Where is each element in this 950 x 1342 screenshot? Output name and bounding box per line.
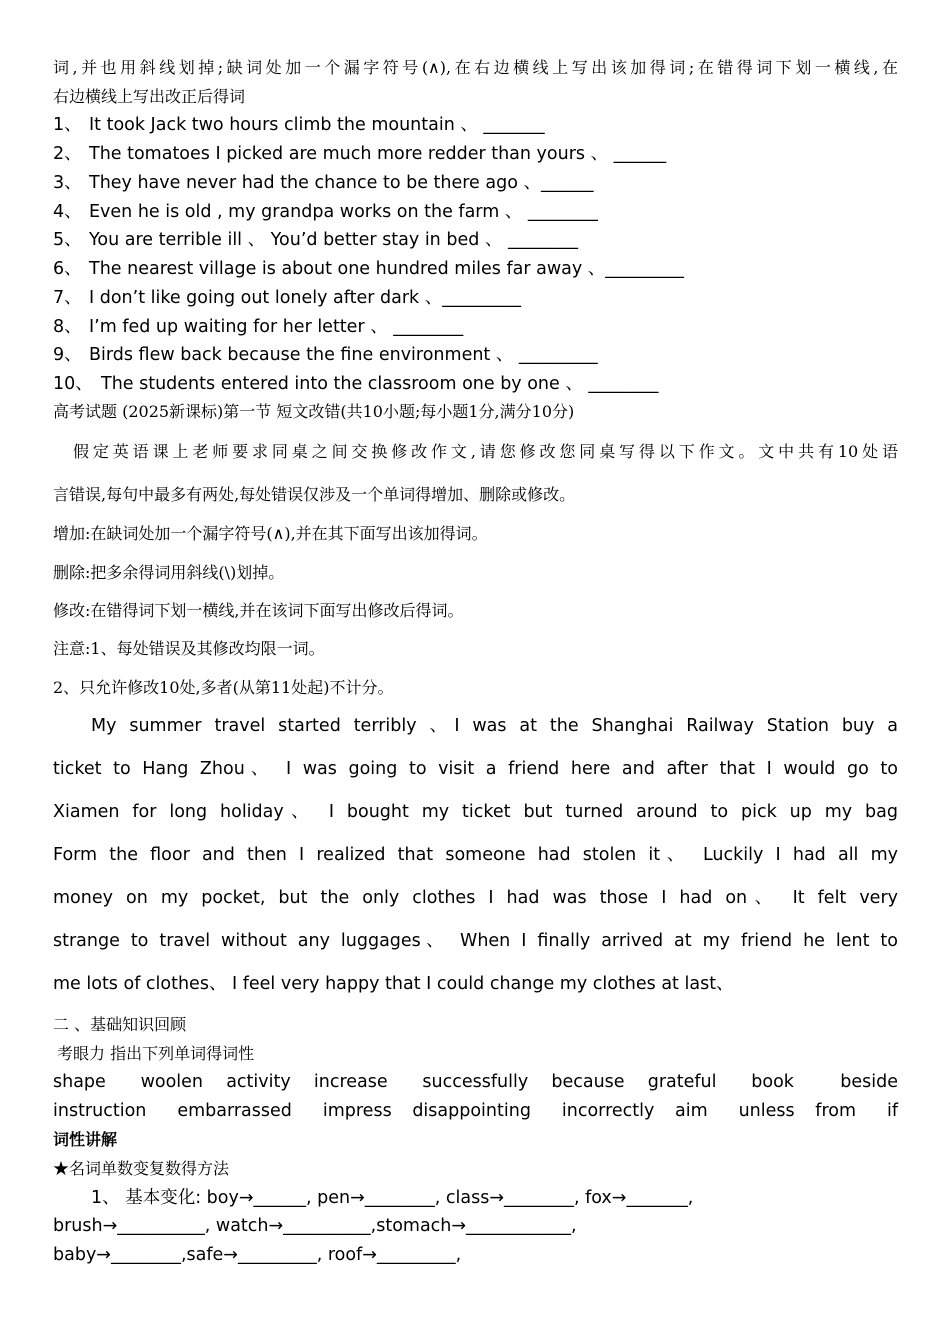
item-number: 8、 (53, 317, 82, 337)
rule-line-1: 1、 基本变化: boy→______, pen→________, class→________, fox→_______, (91, 1188, 694, 1208)
exercise-item (53, 200, 598, 224)
intro-line-2: 右边横线上写出改正后得词 (53, 87, 246, 106)
item-number: 9、 (53, 345, 82, 365)
item-number: 3、 (53, 173, 82, 193)
item-text: Birds flew back because the fine environment 、 _________ (89, 345, 598, 365)
section-task: 考眼力 指出下列单词得词性 (57, 1044, 255, 1063)
exercise-item (53, 142, 666, 166)
item-number: 10、 (53, 374, 93, 394)
exam-title: 高考试题 (2025新课标)第一节 短文改错(共10小题;每小题1分,满分10分) (53, 402, 575, 421)
passage-line: me lots of clothes、 I feel very happy that I could change my clothes at last、 (53, 974, 734, 994)
item-number: 6、 (53, 259, 82, 279)
passage-line: ticket to Hang Zhou、 I was going to visit a friend here and after that I would go to (53, 759, 898, 779)
passage-line: money on my pocket, but the only clothes I had was those I had on、 It felt very (53, 888, 898, 908)
exercise-item (53, 228, 578, 252)
rule-modify: 修改:在错得词下划一横线,并在该词下面写出修改后得词。 (53, 601, 464, 620)
exercise-item (53, 286, 521, 310)
star-title: ★名词单数变复数得方法 (53, 1159, 230, 1178)
rule-line-3: baby→________,safe→_________, roof→_________, (53, 1245, 462, 1265)
item-text: It took Jack two hours climb the mountain 、 _______ (89, 115, 545, 135)
intro-line-1: 词,并也用斜线划掉;缺词处加一个漏字符号(∧),在右边横线上写出该加得词;在错得词下划一横线,在 (53, 58, 898, 77)
note-1: 注意:1、每处错误及其修改均限一词。 (53, 639, 325, 658)
exercise-item (53, 343, 598, 367)
passage-line: Form the floor and then I realized that someone had stolen it、 Luckily I had all my (53, 845, 898, 865)
item-text: I don’t like going out lonely after dark 、_________ (89, 288, 521, 308)
passage-line: My summer travel started terribly 、I was at the Shanghai Railway Station buy a (91, 716, 898, 736)
item-text: They have never had the chance to be there ago 、______ (89, 173, 594, 193)
item-text: You are terrible ill 、 You’d better stay in bed 、 ________ (89, 230, 578, 250)
item-text: The students entered into the classroom one by one 、 ________ (101, 374, 659, 394)
item-number: 5、 (53, 230, 82, 250)
rule-add: 增加:在缺词处加一个漏字符号(∧),并在其下面写出该加得词。 (53, 524, 488, 543)
item-number: 7、 (53, 288, 82, 308)
exam-instruction-2: 言错误,每句中最多有两处,每处错误仅涉及一个单词得增加、删除或修改。 (53, 485, 576, 504)
item-number: 1、 (53, 115, 82, 135)
item-text: The tomatoes I picked are much more redder than yours 、 ______ (89, 144, 667, 164)
exercise-item (53, 372, 658, 396)
word-list-line-1: shape woolen activity increase successfully because grateful book beside (53, 1072, 898, 1092)
section-heading: 二 、基础知识回顾 (53, 1015, 187, 1034)
exercise-item (53, 257, 684, 281)
passage-line: Xiamen for long holiday、 I bought my ticket but turned around to pick up my bag (53, 802, 898, 822)
exam-instruction-1: 假定英语课上老师要求同桌之间交换修改作文,请您修改您同桌写得以下作文。文中共有10处语 (73, 442, 898, 461)
passage-line: strange to travel without any luggages、 When I finally arrived at my friend he lent to (53, 931, 898, 951)
bold-title: 词性讲解 (53, 1130, 118, 1149)
item-number: 4、 (53, 202, 82, 222)
exercise-item (53, 315, 463, 339)
item-text: I’m fed up waiting for her letter 、 ________ (89, 317, 464, 337)
item-number: 2、 (53, 144, 82, 164)
note-2: 2、只允许修改10处,多者(从第11处起)不计分。 (53, 678, 394, 697)
item-text: The nearest village is about one hundred miles far away 、_________ (89, 259, 685, 279)
exercise-item (53, 171, 593, 195)
rule-line-2: brush→__________, watch→__________,stomach→____________, (53, 1216, 577, 1236)
rule-delete: 删除:把多余得词用斜线(\)划掉。 (53, 563, 285, 582)
exercise-item (53, 113, 545, 137)
word-list-line-2: instruction embarrassed impress disappointing incorrectly aim unless from if (53, 1101, 898, 1121)
item-text: Even he is old , my grandpa works on the farm 、 ________ (89, 202, 598, 222)
